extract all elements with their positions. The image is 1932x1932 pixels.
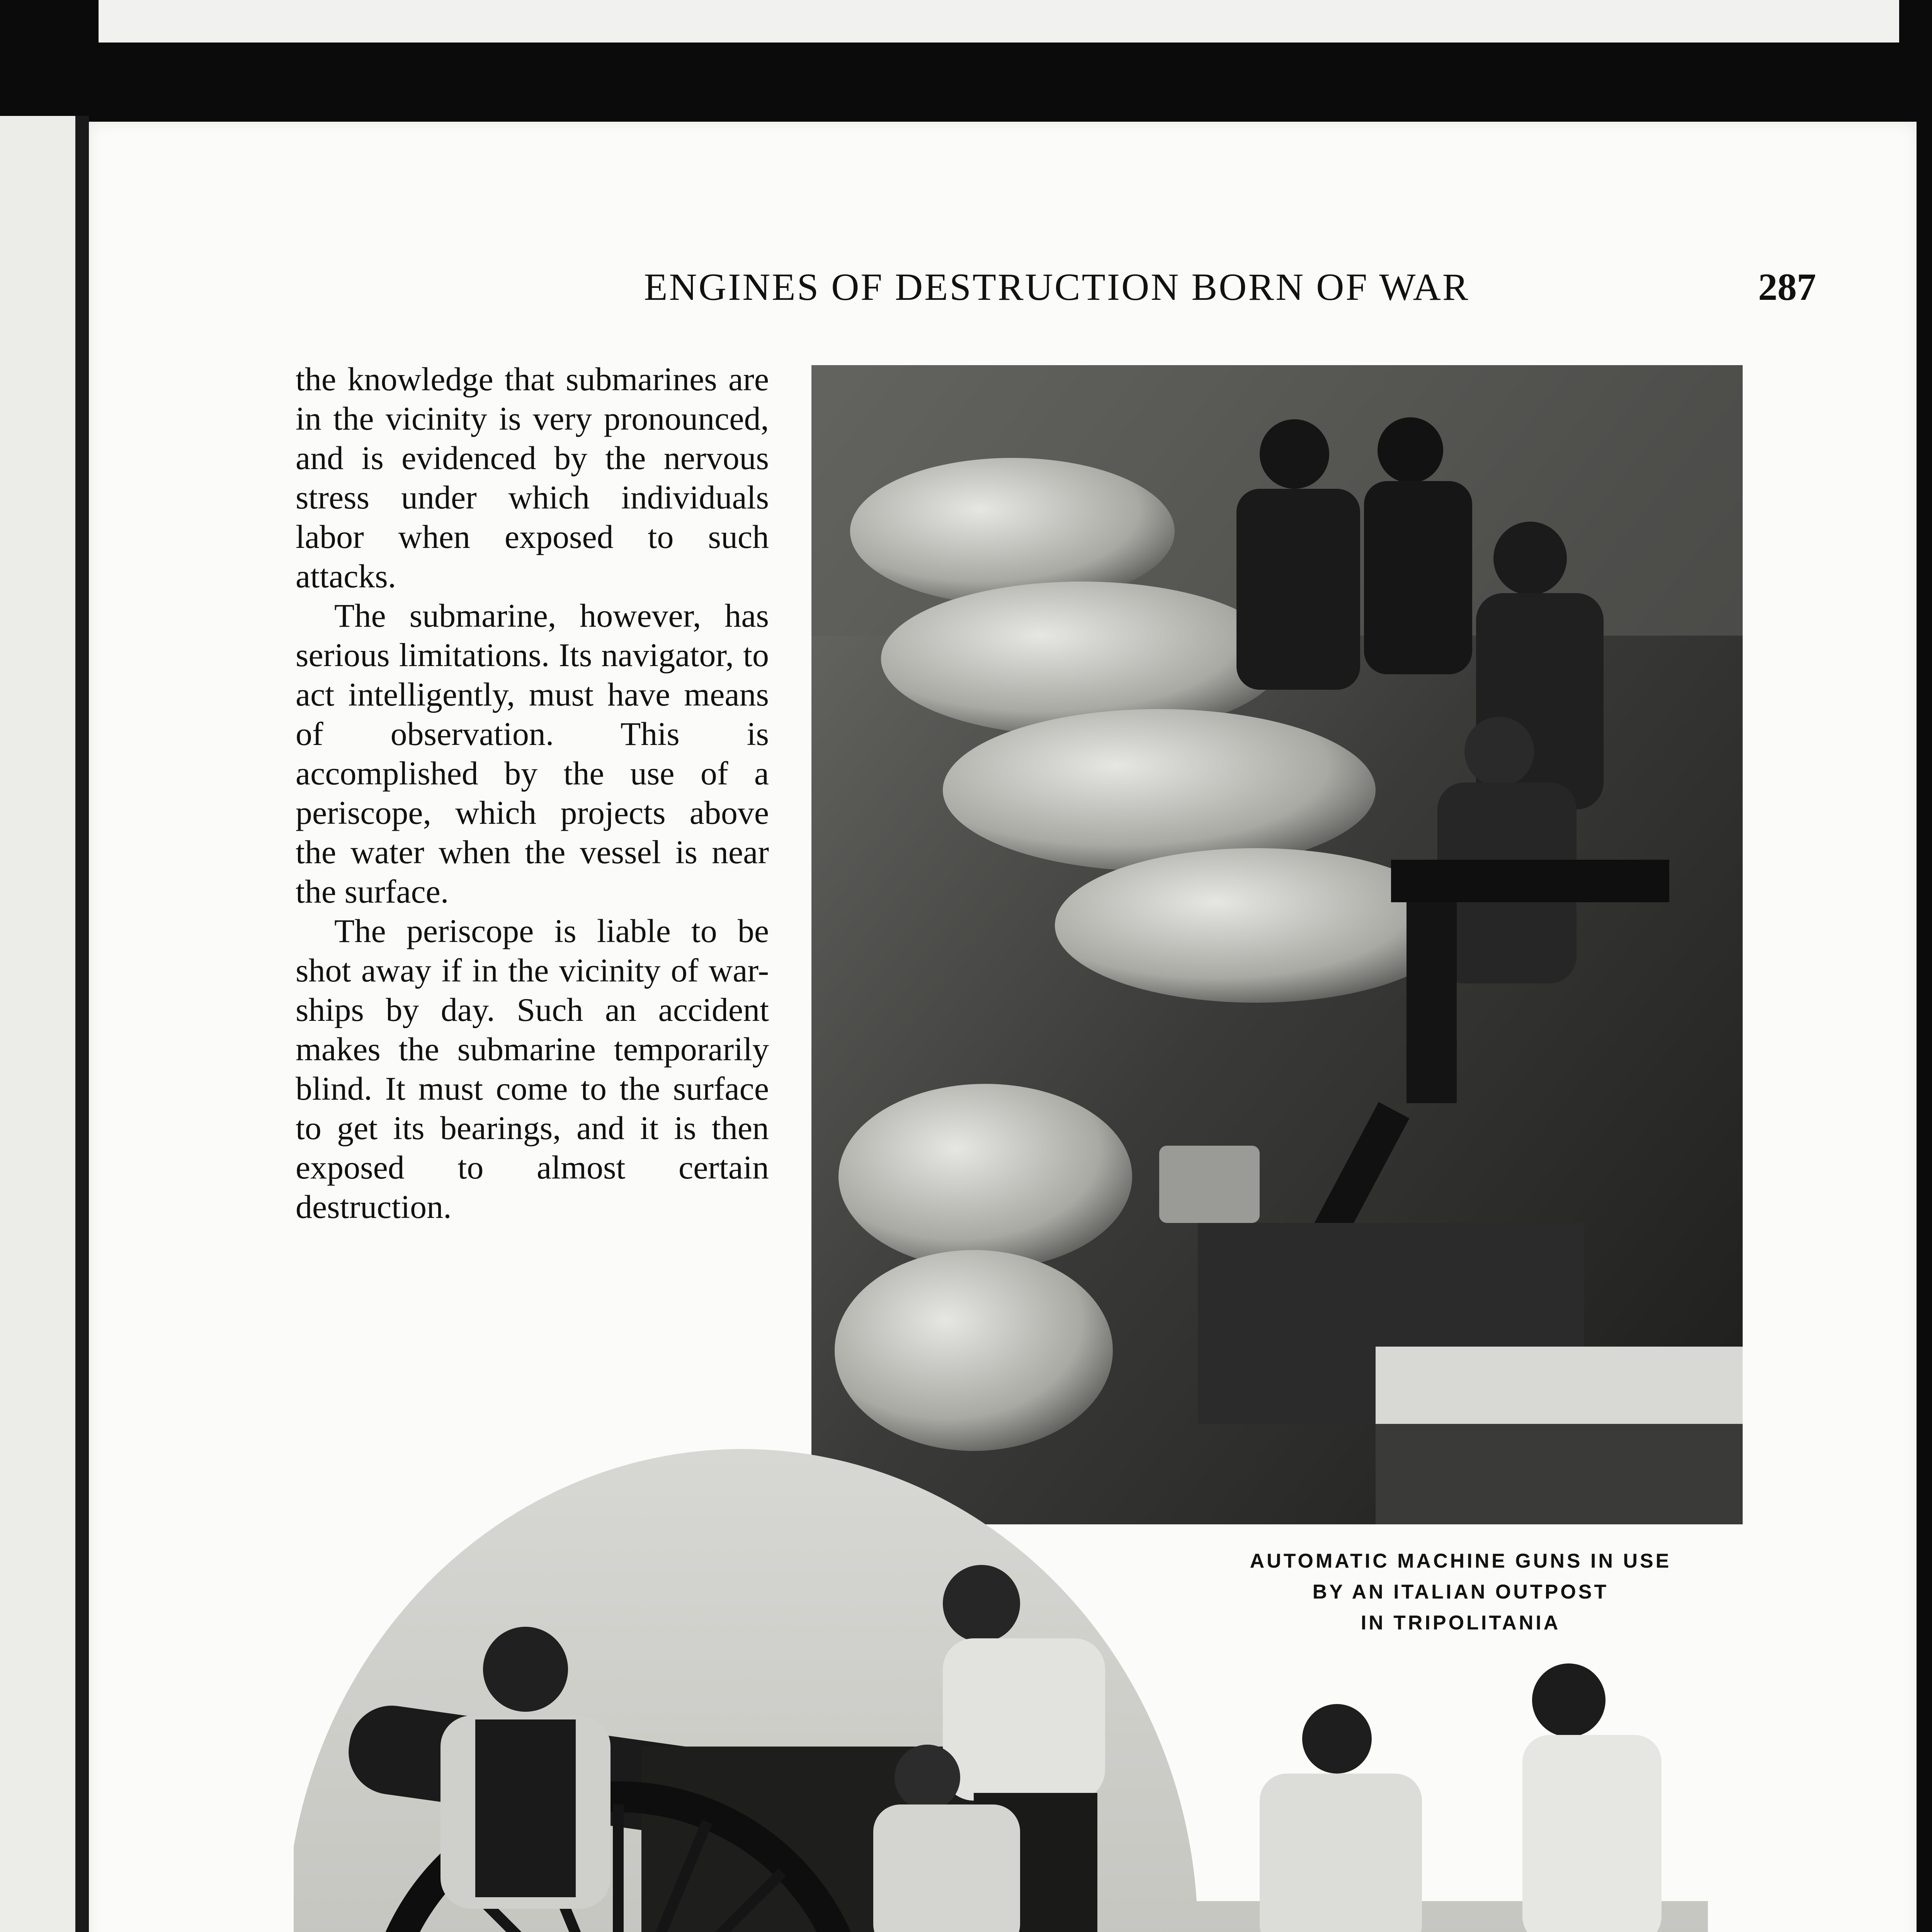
body-paragraph: the knowledge that submarines are in the vicinity is very pronounced, and is evidenced by the nervous stress under which individuals labor when exposed to such attacks. <box>296 361 769 595</box>
adjacent-page-top <box>99 0 1899 43</box>
photo-machine-guns <box>811 365 1743 1524</box>
photo-howitzer <box>294 1399 1708 1932</box>
caption-line: BY AN ITALIAN OUTPOST <box>1312 1581 1609 1603</box>
body-paragraph: The submarine, however, has serious limitations. Its navigator, to act intelligently, must have means of observation. This is accomplished by the use of a periscope, which projects above the water when the vessel is near the surface. <box>296 597 769 910</box>
page-gutter <box>75 116 89 1932</box>
photo-howitzer-image <box>294 1399 1708 1932</box>
adjacent-page-left <box>0 116 75 1932</box>
page-number: 287 <box>1758 265 1816 308</box>
caption-line: AUTOMATIC MACHINE GUNS IN USE <box>1250 1550 1672 1572</box>
body-paragraph: The periscope is liable to be shot away if in the vicinity of war-ships by day. Such an accident makes the submarine temporarily blind. It must come to the surface to get its bearings, and it is then exposed to almost certain destruction. <box>296 912 769 1225</box>
caption-line: IN TRIPOLITANIA <box>1361 1612 1561 1634</box>
body-text-column <box>296 359 769 1226</box>
photo-machine-guns-image <box>811 365 1743 1524</box>
running-head: ENGINES OF DESTRUCTION BORN OF WAR <box>644 265 1470 308</box>
